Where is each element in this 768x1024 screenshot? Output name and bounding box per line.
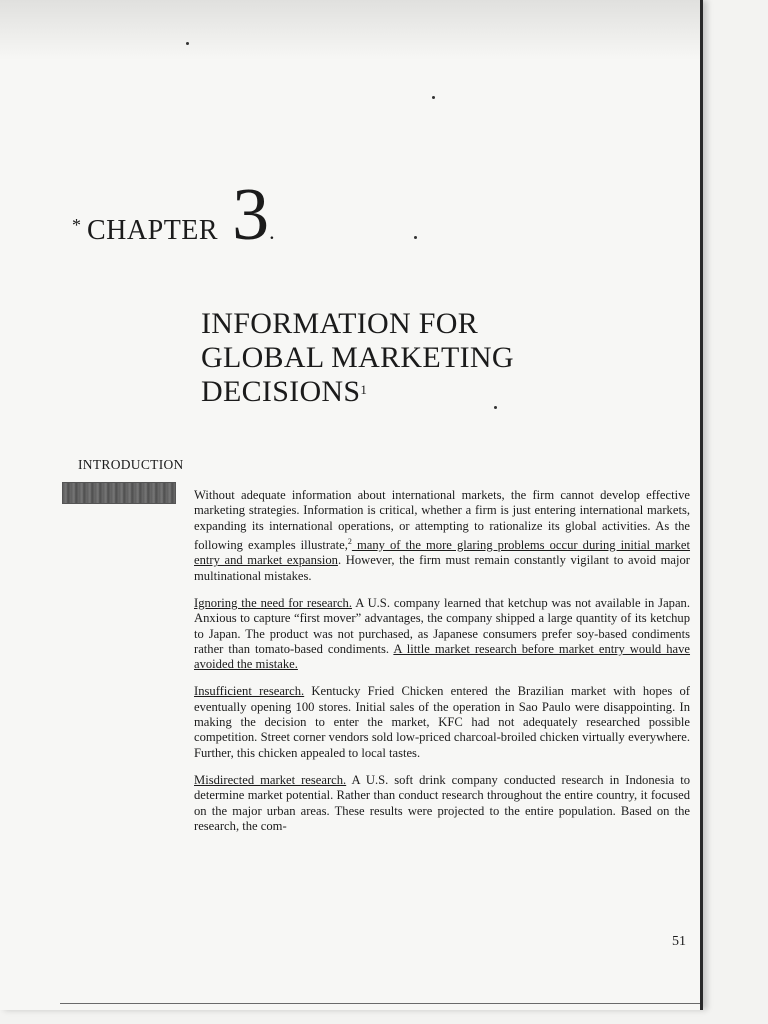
chapter-label: CHAPTER: [87, 215, 219, 246]
paragraph-heading: Ignoring the need for research.: [194, 595, 353, 610]
title-line-2: GLOBAL MARKETING: [201, 341, 514, 374]
title-line-3: [201, 375, 641, 409]
paragraph-insufficient-research: [194, 684, 690, 760]
title-line-3-text: DECISIONS: [201, 375, 361, 408]
paragraph-intro: [194, 488, 690, 584]
paragraph-text: . However, the firm must remain constantly vigilant to avoid major multinational mistakes.: [194, 553, 690, 583]
chapter-dot: .: [269, 219, 275, 244]
scan-speck: [186, 42, 189, 45]
paragraph-ignoring-research: [194, 596, 690, 672]
paragraph-misdirected-research: [194, 773, 690, 834]
paragraph-text: A U.S. soft drink company conducted research in Indonesia to determine market potential. Rather than conduct research throughout the entire country, it focused on the major urban areas. These results were projected to the entire population. Based on the research, the com-: [194, 772, 690, 833]
paragraph-text: Without adequate information about international markets, the firm cannot develop effective marketing strategies. Information is critical, whether a firm is just entering international markets, expanding its international operations, or attempting to rationalize its global activities. As the following examples illustrate,: [194, 488, 690, 553]
scan-speck: [414, 236, 417, 239]
chapter-number: 3: [232, 174, 270, 256]
underlined-text: A little market research before market entry would have avoided the mistake.: [194, 641, 691, 672]
paragraph-heading: Misdirected market research.: [194, 772, 347, 787]
scan-speck: [494, 406, 497, 409]
body-text: [194, 488, 690, 846]
section-heading: INTRODUCTION: [78, 457, 184, 472]
underlined-text: many of the more glaring problems occur during initial market entry and market expansion: [194, 538, 691, 568]
chapter-title: [201, 307, 641, 409]
section-bar: [62, 482, 176, 504]
paragraph-text: Kentucky Fried Chicken entered the Brazilian market with hopes of eventually opening 100 stores. Initial sales of the operation in Sao Paulo were disappointing. In making the decision to enter the market, KFC had not adequately researched possible competition. Street corner vendors sold low-priced charcoal-broiled chicken virtually everywhere. Further, this chicken appealed to local tastes.: [194, 684, 690, 760]
title-footnote-mark: 1: [360, 382, 368, 397]
title-line-1: INFORMATION FOR: [201, 307, 479, 340]
footnote-mark: 2: [347, 536, 352, 546]
chapter-asterisk: *: [72, 215, 81, 235]
scan-shadow: [0, 0, 700, 60]
page-number: 51: [672, 934, 686, 949]
paragraph-heading: Insufficient research.: [194, 684, 305, 699]
scan-speck: [432, 96, 435, 99]
chapter-heading: [72, 174, 275, 256]
page-bottom-edge: [60, 1003, 700, 1004]
paragraph-text: A U.S. company learned that ketchup was not available in Japan. Anxious to capture “first mover” advantages, the company shipped a large quantity of its ketchup to Japan. The product was not purchased, as Japanese consumers prefer soy-based condiments rather than tomato-based condiments.: [194, 595, 690, 656]
